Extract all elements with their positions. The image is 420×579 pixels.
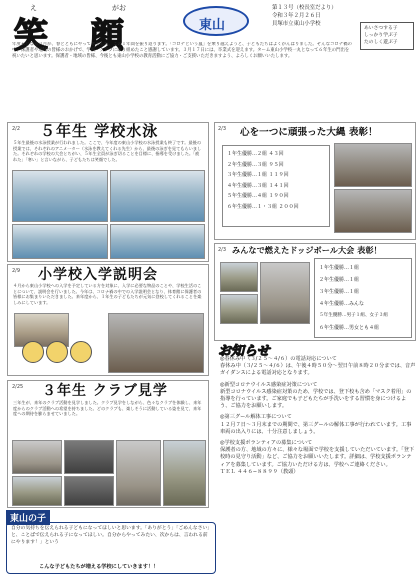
- swim-photo-2: [110, 170, 205, 222]
- swim-body: ５年生最後の水泳授業が行われました。ここで、今年度の東山小学校の水泳授業も終了です。最後の授業では、それぞれのアニメ一ター（水泳を教えてくれる先生）から、最後の泳ぎを見てもらいました。それぞれの学校の大会とちがい、５年生全員が泳ぎ切ることを目標に、指導を受けました。「疲れた」「寒い」と言いながら、子どもたちは笑顔でした。: [13, 140, 202, 162]
- title-ruby-gao: がお: [112, 4, 126, 12]
- club-photo-3: [116, 440, 161, 506]
- club-photo-4: [12, 476, 62, 506]
- jumprope-headline: 心を一つに頑張った大縄 表彰！: [240, 127, 378, 138]
- jumprope-row: ６年生優勝…１・３組 ２００回: [227, 203, 299, 210]
- dodgeball-photo-1: [220, 262, 258, 292]
- kids-illustration: [20, 337, 90, 371]
- swim-photo-4: [110, 224, 205, 259]
- issue-date: 令和３年２月２６日: [272, 13, 321, 19]
- jumprope-photo-2: [334, 189, 412, 233]
- jumprope-row: ４年生優勝…３組 １４１回: [227, 182, 289, 189]
- dodgeball-row: ２年生優勝…１組: [319, 277, 360, 283]
- swim-date: 2/2: [12, 126, 21, 132]
- kindergarten-headline: 小学校入学説明会: [38, 267, 158, 283]
- dodgeball-date: 2/3: [218, 247, 227, 253]
- footer-body: 自分の気持ちを伝えられる子どもになってほしいと思います。「ありがとう」「ごめんなさい」と、ことばで伝えられる子になってほしい。自分からやってみたい、次からは、言われる前にやります！」という: [11, 526, 210, 545]
- footer-tagline: こんな子どもたちが増える学校にしていきます！！: [39, 564, 159, 570]
- title-char-1: 笑: [14, 16, 48, 56]
- notices-list: [220, 356, 416, 546]
- jumprope-row: ２年生優勝…３組 ９５回: [227, 161, 284, 168]
- dodgeball-row: ４年生優勝…みんな: [319, 301, 365, 307]
- dodgeball-row: ６年生優勝…男女とも４組: [319, 325, 380, 331]
- jumprope-row: １年生優勝…２組 ４３回: [227, 151, 284, 157]
- kindergarten-photo-2: [108, 313, 204, 373]
- dodgeball-photo-3: [260, 262, 310, 324]
- kindergarten-body: ４月から東山小学校への入学を予定している方を対象に、入学に必要な物品のことや、学校生活のことについて、説明会を行いました。今年は、コロナ禍の中での入学説明会となり、体育館に保護者の皆様にお集まりいただきました。来年度から、１年生の子どもたちが元気に登校してくれることを楽しみにしています。: [13, 283, 202, 305]
- footer-box: [6, 522, 216, 574]
- jumprope-photo-1: [334, 143, 412, 187]
- notice-item: ◎新型コロナウイルス感染症対策について 新型コロナウイルス感染症対策のため、学校では、登下校も含め「マスク着用」の指導を行っています。ご家庭でも子どもたちが手洗いをする習慣を身につけるよう、ご協力をお願いします。: [220, 381, 412, 410]
- notice-item: ◎学校支援ボランティアの募集について 保護者の方、地域の方々に、様々な場面で学校を支援していただいています。「登下校時の見守り活動」など、ご協力をお願いいたします。詳細は、学校支援ボランティアを募集しています。ご協力いただける方は、学校へご連絡ください。 ＴＥＬ ４４６−８８９９（教頭）: [220, 440, 415, 475]
- intro-text: 年度末となる３月が、春とともにやってきました。この１年間を振り返ります。「コロナという嵐」を乗り越えようと、子どもたちはよくがんばりました。そんなコロナ禍の中、保護者や地域の皆様のおかげで、学校・クラブに取り組めたこと感謝しています。３月１７日には、卒業式を迎えます。ターム東山小学校一丸となって６年生の門出を祝いたいと思います。保護者・地域の皆様、今後とも東山小学校の教育活動にご協力・ご支援いただきますよう、よろしくお願いいたします。: [12, 42, 352, 59]
- title-char-2: 顔: [90, 16, 124, 56]
- club-headline: ３年生 クラブ見学: [42, 383, 168, 399]
- issue-info: [272, 4, 352, 28]
- jumprope-row: ５年生優勝…４組 １９０回: [227, 193, 289, 199]
- club-photo-6: [163, 440, 206, 506]
- school-logo-text: 東山: [199, 18, 226, 33]
- club-date: 2/25: [12, 384, 24, 390]
- club-photo-5: [64, 476, 114, 506]
- school-name: 貝塚市立東山小学校: [272, 21, 321, 27]
- title-ruby-e: え: [30, 4, 37, 12]
- jumprope-results: [222, 145, 330, 227]
- notice-item: ◎第三グール解体工事について １２月７日〜３月末までの期間で、第三グールの解体工事が行われています。工事車両の出入りには、十分注意しましょう。: [220, 414, 412, 435]
- swim-photo-3: [12, 224, 108, 259]
- club-photo-1: [12, 440, 62, 474]
- dodgeball-row: ５年生優勝…男子１組、女子３組: [319, 313, 388, 318]
- dodgeball-photo-2: [220, 294, 258, 324]
- jumprope-row: ３年生優勝…１組 １１９回: [227, 172, 289, 178]
- jumprope-date: 2/3: [218, 126, 227, 132]
- notices-title: お知らせ: [218, 344, 270, 359]
- dodgeball-row: １年生優勝…１組: [319, 265, 360, 271]
- dodgeball-headline: みんなで燃えたドッジボール大会 表彰！: [232, 245, 382, 255]
- swim-headline: ５年生 学校水泳: [40, 122, 159, 140]
- swim-photo-1: [12, 170, 108, 222]
- dodgeball-results: [314, 258, 412, 338]
- club-body: 三年生が、来年のクラブ活動を見学しました。クラブ見学をしながら、色々なクラブを体験し、来年度からのクラブ活動への希望を持ちました。どのクラブも、楽しそうに活動している姿を見て、来年度への期待を膨らませていました。: [13, 400, 202, 417]
- footer-label: 東山の子: [6, 510, 50, 525]
- motto-box: あいさつする子 しっかり学ぶ子 たのしく遊ぶ子: [360, 22, 414, 50]
- issue-number: 第１３号（校長室だより）: [272, 5, 337, 11]
- dodgeball-row: ３年生優勝…１組: [319, 289, 360, 295]
- notice-item: ◎春休み中（３/２５〜４/６）の電話対応について 春休み中（３/２５〜４/６）は、午後４時５０分〜翌日午前８時２０分までは、音声ガイダンスによる電話対応となります。: [220, 356, 416, 377]
- kindergarten-date: 2/9: [12, 268, 21, 274]
- school-logo: [183, 6, 249, 36]
- club-photo-2: [64, 440, 114, 474]
